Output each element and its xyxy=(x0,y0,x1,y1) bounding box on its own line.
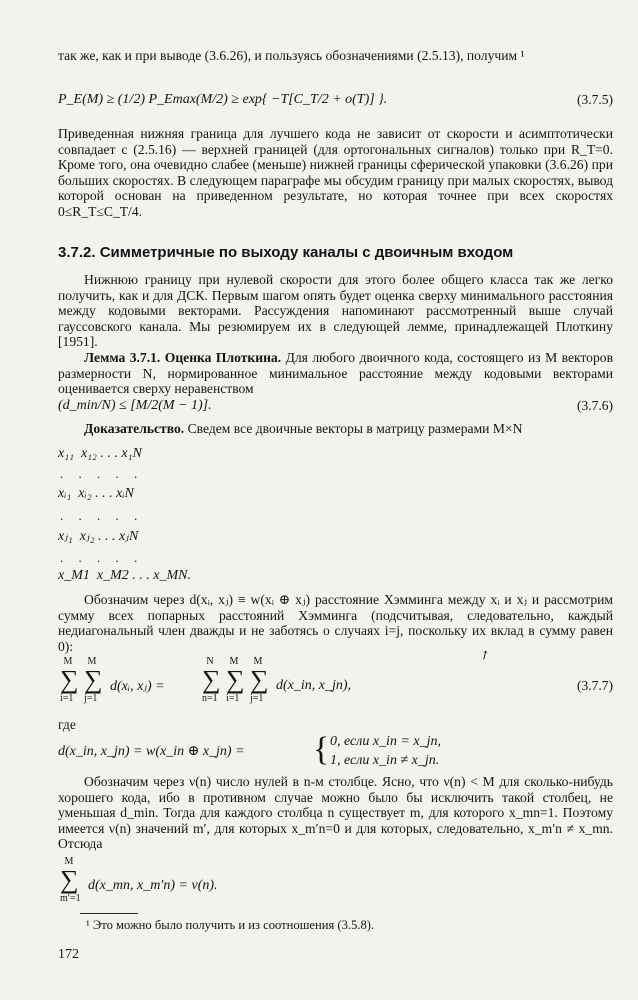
paragraph-zeros: Обозначим через ν(n) число нулей в n-м столбце. Ясно, что ν(n) < M для сколько-нибудь хорошего кода, ибо в противном случае можно было бы исключить такой столбец, не уменьшая d_min. Тогда для каждого столбца n существует m, для которого x_mn=1. Поэтому имеется ν(n) значений m′, для которых x_m′n=0 и для которых, следовательно, x_m′n ≠ x_mn. Отсюда xyxy=(58,774,613,852)
sum-upper: M xyxy=(229,656,239,667)
equation-formula: (d_min/N) ≤ [M/2(M − 1)]. xyxy=(58,398,212,413)
footnote: ¹ Это можно было получить и из соотношения (3.5.8). xyxy=(86,918,375,932)
equation-number: (3.7.5) xyxy=(577,92,613,107)
equation-rhs: d(x_in, x_jn), xyxy=(276,678,352,693)
brace-icon: { xyxy=(313,731,330,768)
lemma-text: Для любого двоичного кода, состоящего из M векторов размерности N, нормированное минимальное расстояние между кодовыми векторами оценивается сверху неравенством xyxy=(58,350,613,397)
matrix-dots: . . . . . xyxy=(60,466,144,481)
distance-definition xyxy=(58,731,613,770)
intro-text: так же, как и при выводе (3.6.26), и пользуясь обозначениями (2.5.13), получим ¹ xyxy=(58,48,525,63)
equation-3-7-7 xyxy=(58,656,613,714)
lemma-paragraph xyxy=(58,350,613,397)
equation-3-7-5 xyxy=(58,92,613,114)
sum-upper: M xyxy=(63,656,73,667)
footnote-rule xyxy=(80,913,138,914)
matrix-dots: . . . . . xyxy=(60,508,144,523)
proof-title: Доказательство. xyxy=(84,421,185,436)
matrix-dots: . . . . . xyxy=(60,550,144,565)
sum-lower: j=1 xyxy=(84,693,98,704)
sum-lower: i=1 xyxy=(226,693,240,704)
matrix-row: xⱼ₁ xⱼ₂ . . . xⱼN xyxy=(58,529,139,544)
proof-paragraph xyxy=(58,421,613,437)
matrix-row: x₁₁ x₁₂ . . . x₁N xyxy=(58,446,142,461)
equation-3-7-6 xyxy=(58,398,613,420)
sum-icon: ∑ xyxy=(60,665,79,694)
paragraph-zero-rate: Нижнюю границу при нулевой скорости для этого более общего класса так же легко получить, как и для ДСК. Первым шагом опять будет оценка сверху минимального расстояния между кодовыми векторами. Рассуждения напоминают рассмотренный выше случай гауссовского канала. Мы резюмируем их в следующей лемме, принадлежащей Плоткину [1951]. xyxy=(58,272,613,350)
definition-lhs: d(x_in, x_jn) = w(x_in ⊕ x_jn) = xyxy=(58,744,245,759)
equation-final xyxy=(58,856,458,904)
sum-upper: N xyxy=(206,656,214,667)
sum-lower: n=1 xyxy=(202,693,218,704)
lemma-title: Лемма 3.7.1. Оценка Плоткина. xyxy=(84,350,282,365)
definition-case-1: 1, если x_in ≠ x_jn. xyxy=(330,753,440,768)
definition-case-0: 0, если x_in = x_jn, xyxy=(330,734,442,749)
sum-icon: ∑ xyxy=(60,865,79,894)
matrix-row: x_M1 x_M2 . . . x_MN. xyxy=(58,568,191,583)
equation-number: (3.7.6) xyxy=(577,398,613,413)
equation-lhs: d(xᵢ, xⱼ) = xyxy=(110,679,165,694)
section-heading: 3.7.2. Симметричные по выходу каналы с двоичным входом xyxy=(58,244,514,261)
equation-formula: P_E(M) ≥ (1/2) P_Emax(M/2) ≥ exp{ −T[C_T/2 + o(T)] }. xyxy=(58,92,388,107)
sum-upper: M xyxy=(87,656,97,667)
matrix-row: xᵢ₁ xᵢ₂ . . . xᵢN xyxy=(58,486,134,501)
sum-lower: j=1 xyxy=(250,693,264,704)
sum-icon: ∑ xyxy=(202,665,221,694)
sum-upper: M xyxy=(253,656,263,667)
sum-lower: m′=1 xyxy=(60,893,81,904)
sum-upper: M xyxy=(64,856,74,867)
paragraph-hamming: Обозначим через d(xᵢ, xⱼ) ≡ w(xᵢ ⊕ xⱼ) расстояние Хэмминга между xᵢ и xⱼ и рассмотрим сумму всех попарных расстояний Хэмминга (подсчитывая, следовательно, каждый недиагональный член дважды и не заботясь о случаях i=j, поскольку их вклад в сумму равен 0): xyxy=(58,592,613,654)
paragraph-bounds: Приведенная нижняя граница для лучшего кода не зависит от скорости и асимптотически совпадает с (2.5.16) — верхней границей (для ортогональных сигналов) только при R_T=0. Кроме того, она очевидно слабее (меньше) нижней границы сферической упаковки (3.6.26) при больших скоростях. В следующем параграфе мы обсудим границу при малых скоростях, вывод которой основан на приведенном результате, но которая точнее при всех скоростях 0≤R_T≤C_T/4. xyxy=(58,126,613,219)
sum-icon: ∑ xyxy=(226,665,245,694)
sum-icon: ∑ xyxy=(84,665,103,694)
proof-text: Сведем все двоичные векторы в матрицу размерами M×N xyxy=(187,421,523,436)
page-number: 172 xyxy=(58,947,79,962)
equation-body: d(x_mn, x_m′n) = ν(n). xyxy=(88,878,218,893)
stray-mark: ↗ xyxy=(476,646,493,664)
sum-icon: ∑ xyxy=(250,665,269,694)
where-label: где xyxy=(58,717,76,732)
equation-number: (3.7.7) xyxy=(577,678,613,693)
sum-lower: i=1 xyxy=(60,693,74,704)
